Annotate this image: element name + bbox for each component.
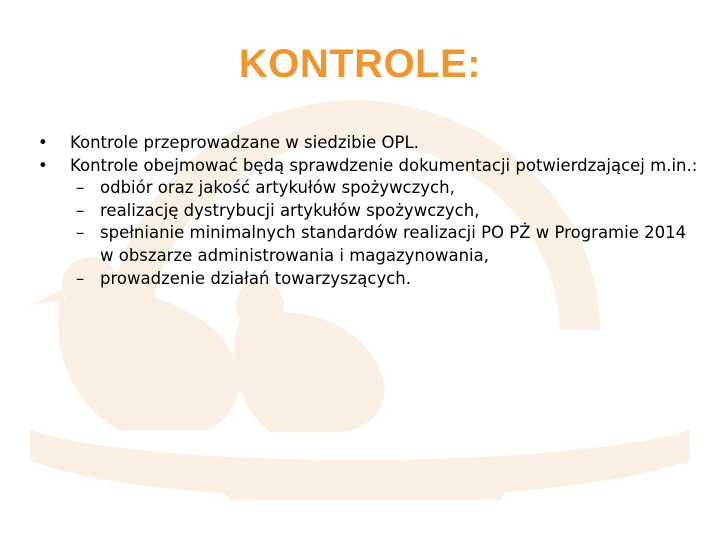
subitem-marker: –	[76, 268, 85, 288]
subitem-text: spełnianie minimalnych standardów realizacji PO PŻ w Programie 2014 w obszarze administrowania i magazynowania,	[100, 223, 687, 265]
subitem	[38, 222, 698, 267]
bullet-item	[38, 132, 698, 155]
subitem-marker: –	[76, 200, 85, 220]
subitem	[38, 268, 698, 291]
bullet-item	[38, 155, 698, 178]
subitem-text: realizację dystrybucji artykułów spożywczych,	[100, 200, 480, 220]
subitem	[38, 200, 698, 223]
bullet-text: Kontrole przeprowadzane w siedzibie OPL.	[70, 133, 419, 152]
subitem-marker: –	[76, 178, 85, 198]
bullet-marker: •	[38, 155, 48, 175]
bullet-marker: •	[38, 133, 48, 152]
subitem-marker: –	[76, 223, 85, 243]
bullet-text: Kontrole obejmować będą sprawdzenie dokumentacji potwierdzającej m.in.:	[70, 155, 698, 175]
subitem-text: prowadzenie działań towarzyszących.	[100, 268, 412, 288]
slide-title: KONTROLE:	[238, 42, 482, 86]
subitem-text: odbiór oraz jakość artykułów spożywczych,	[100, 178, 455, 198]
subitem	[38, 177, 698, 200]
slide-content	[38, 132, 698, 290]
